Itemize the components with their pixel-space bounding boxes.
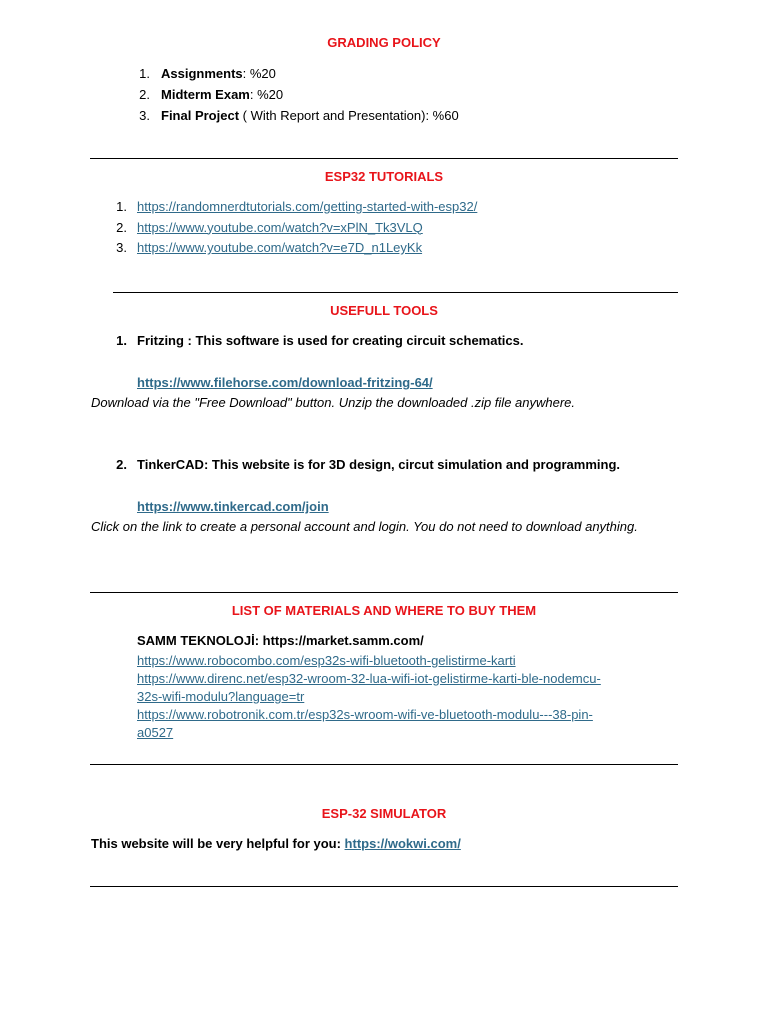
list-number: 1. [116,333,127,348]
tool-heading-fritzing [107,332,523,350]
list-item [130,105,459,126]
material-link[interactable]: https://www.robotronik.com.tr/esp32s-wroom-wifi-ve-bluetooth-modulu---38-pin- [137,707,593,722]
material-link[interactable]: 32s-wifi-modulu?language=tr [137,689,305,704]
section-divider [90,764,678,765]
grading-label: Assignments [161,66,243,81]
materials-links [137,652,601,742]
list-number: 1. [139,66,150,81]
simulator-line [91,835,461,853]
grading-value: ( With Report and Presentation): %60 [239,108,459,123]
list-number: 3. [116,240,127,255]
grading-label: Midterm Exam [161,87,250,102]
list-item [107,238,477,259]
list-number: 3. [139,108,150,123]
list-number: 2. [139,87,150,102]
simulator-heading: ESP-32 SIMULATOR [321,806,447,821]
tool-heading-tinkercad [107,456,620,474]
wokwi-link[interactable]: https://wokwi.com/ [344,836,461,851]
list-number: 1. [116,199,127,214]
fritzing-download-link[interactable]: https://www.filehorse.com/download-fritzing-64/ [137,375,433,390]
section-divider [113,292,678,293]
tool-description: Fritzing : This software is used for creating circuit schematics. [137,333,524,348]
section-divider [90,158,678,159]
tutorial-link[interactable]: https://www.youtube.com/watch?v=e7D_n1LeyKk [137,240,423,255]
tinkercad-join-link[interactable]: https://www.tinkercad.com/join [137,499,329,514]
tutorial-link[interactable]: https://www.youtube.com/watch?v=xPlN_Tk3VLQ [137,219,423,235]
fritzing-note: Download via the "Free Download" button. Unzip the downloaded .zip file anywhere. [91,395,576,410]
tutorials-list [107,197,477,259]
material-link[interactable]: https://www.robocombo.com/esp32s-wifi-bluetooth-gelistirme-karti [137,653,516,668]
section-divider [90,886,678,887]
tinkercad-note: Click on the link to create a personal account and login. You do not need to download anything. [91,519,638,534]
grading-list [130,63,459,126]
grading-value: : %20 [242,66,276,81]
list-item [107,197,477,218]
materials-heading: LIST OF MATERIALS AND WHERE TO BUY THEM [231,603,537,618]
list-item [130,63,459,84]
list-item [107,218,477,239]
simulator-text: This website will be very helpful for you: [91,836,345,851]
section-divider [90,592,678,593]
list-item [130,84,459,105]
esp32-tutorials-heading: ESP32 TUTORIALS [324,169,444,184]
material-link[interactable]: a0527 [137,725,174,740]
vendor-samm: SAMM TEKNOLOJİ: https://market.samm.com/ [137,633,424,648]
list-number: 2. [116,457,127,472]
tool-description: TinkerCAD: This website is for 3D design, circut simulation and programming. [137,457,621,472]
tutorial-link[interactable]: https://randomnerdtutorials.com/getting-started-with-esp32/ [137,199,478,214]
grading-value: : %20 [249,87,284,102]
grading-label: Final Project [161,108,240,123]
useful-tools-heading: USEFULL TOOLS [330,303,438,318]
list-number: 2. [116,219,127,235]
material-link[interactable]: https://www.direnc.net/esp32-wroom-32-lua-wifi-iot-gelistirme-karti-ble-nodemcu- [137,671,601,686]
grading-policy-heading: GRADING POLICY [327,35,441,50]
